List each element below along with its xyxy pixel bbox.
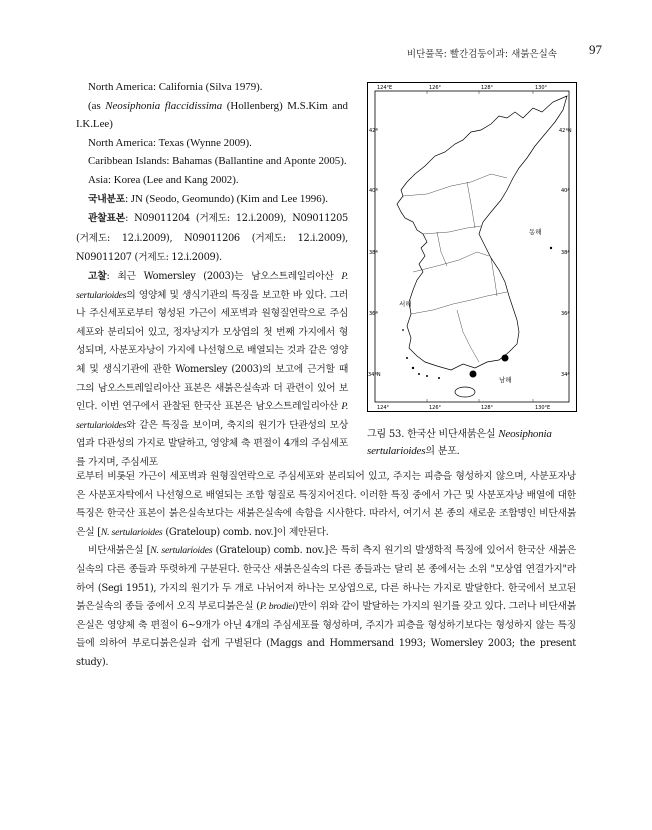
lat-label-left-4: 34°N <box>368 372 381 378</box>
discussion-species-2: P. sertularioides <box>76 401 348 431</box>
lon-label-top-2: 128° <box>481 85 494 91</box>
lat-label-left-0: 42° <box>369 128 378 134</box>
domestic-distribution <box>76 190 348 210</box>
comparison-text-1: 비단새붉은실 [ <box>88 545 151 557</box>
caption-species: Neosiphonia sertularioides <box>367 428 552 457</box>
lon-label-top-1: 126° <box>429 85 442 91</box>
specimens-text: : N09011204 (거제도: 12.i.2009), N09011205 (거제도: 12.i.2009), N09011206 (거제도: 12.i.2009), N09011207 (거제도: 12.i.2009). <box>76 213 348 264</box>
figure-caption <box>367 426 579 460</box>
discussion-text-1: : 최근 Womersley (2003)는 남오스트레일리아산 <box>106 270 342 282</box>
synonym-species: Neosiphonia flaccidissima <box>105 99 223 112</box>
distribution-line-texas: North America: Texas (Wynne 2009). <box>88 136 252 149</box>
discussion-label: 고찰 <box>88 270 107 282</box>
distribution-line-caribbean: Caribbean Islands: Bahamas (Ballantine and Aponte 2005). <box>88 155 347 168</box>
distribution-line-synonym <box>76 97 348 134</box>
label-west-sea: 서해 <box>399 300 412 308</box>
running-title: 비단풀목: 빨간검둥이과: 새붉은실속 <box>406 49 557 60</box>
lon-label-bottom-2: 128° <box>481 405 494 411</box>
lat-label-right-1: 40° <box>561 188 570 194</box>
lat-label-left-2: 38° <box>369 250 378 256</box>
comparison-species-1: N. sertularioides <box>150 545 213 557</box>
continuation-text-1: 로부터 비롯된 가근이 세포벽과 원형질연락으로 주심세포와 분리되어 있고, 주지는 피층을 형성하지 않으며, 사분포자낭은 사분포자탁에서 나선형으로 배열되는 조합 형질로 특징지어진다. 이러한 특징 중에서 가근 및 사분포자낭 배열에 대한 특징은 한국산 표본이 붉은실속보다는 새붉은실속에 속함을 시사한다. 따라서, 여기서 본 종의 새로운 조합명인 비단새붉은실 [ <box>76 471 576 538</box>
comparison-text-3: )만이 위와 같이 발달하는 가지의 원기를 갖고 있다. 그러나 비단새붉은실은 영양체 축 편절이 6~9개가 아닌 4개의 주심세포를 형성하며, 주지가 피층을 형성하기보다는 형성하지 않는 특징들에 의하여 부로디붉은실과 쉽게 구별된다 (Maggs and Hommersand 1993; Womersley 2003; the present study). <box>76 601 576 668</box>
discussion-text-2: 의 영양체 및 생식기관의 특징을 보고한 바 있다. 그러나 주신세포로부터 형성된 가근이 세포벽과 원형질연락으로 주심세포와 분리되어 있고, 정자낭지가 모상엽의 첫 번째 가지에서 형성되며, 사분포자낭이 가지에 나선형으로 배열되는 것과 같은 영양체 및 생식기관에 관한 Womersley (2003)의 보고에 근거할 때 그의 남오스트레일리아산 표본은 새붉은실속과 더 관련이 있어 보인다. 이번 연구에서 관찰된 한국산 표본은 남오스트레일리아산 <box>76 289 348 413</box>
comparison-species-2: P. brodiei <box>259 601 295 613</box>
lat-label-left-1: 40° <box>369 188 378 194</box>
distribution-marker-geomundo <box>470 371 477 378</box>
lat-label-right-3: 36° <box>561 311 570 317</box>
distribution-line-california: North America: California (Silva 1979). <box>88 81 263 93</box>
continuation-species: N. sertularioides <box>100 526 163 538</box>
label-east-sea: 동해 <box>529 228 542 236</box>
discussion-text-3: 와 같은 특징을 보이며, 축지의 원기가 단관성의 모상엽과 다관성의 가지로 발달하고, 영양체 축 편절이 4개의 주심세포를 가지며, 주심세포 <box>76 419 348 468</box>
comparison-text-2: (Grateloup) comb. nov.]은 특히 측지 원기의 발생학적 특징에 있어서 한국산 새붉은실속의 다른 종들과 뚜렷하게 구분된다. 한국산 새붉은실속의 다른 종들과는 달리 본 종에서는 소위 "모상엽 연결가지"라 하여 (Segi 1951), 가지의 원기가 두 개로 나뉘어져 하나는 모상엽으로, 다른 하나는 가지로 발달한다. 한국에서 보고된 붉은실속의 종들 중에서 오직 부로디붉은실 ( <box>76 545 576 613</box>
page-number: 97 <box>589 42 602 57</box>
lon-label-bottom-0: 124° <box>377 405 390 411</box>
lat-label-right-4: 34° <box>561 372 570 378</box>
left-column <box>76 78 348 472</box>
lon-label-bottom-1: 126° <box>429 405 442 411</box>
lon-label-bottom-3: 130°E <box>535 405 551 411</box>
discussion-species-1: P. sertularioides <box>76 270 348 301</box>
distribution-marker-geojedo <box>502 355 509 362</box>
running-header <box>0 42 652 62</box>
lon-label-top-0: 124°E <box>377 85 393 91</box>
lat-label-left-3: 36° <box>369 311 378 317</box>
comparison-paragraph <box>76 542 576 672</box>
caption-suffix: 의 분포. <box>425 446 460 457</box>
continuation-text-2: (Grateloup) comb. nov.]이 제안된다. <box>162 526 329 538</box>
synonym-prefix: (as <box>88 99 106 112</box>
discussion-continuation <box>76 468 576 542</box>
domestic-distribution-text: : JN (Seodo, Geomundo) (Kim and Lee 1996). <box>125 192 329 205</box>
synonym-authority: (Hollenberg) M.S.Kim and I.K.Lee) <box>76 99 348 131</box>
full-width-text <box>76 468 576 673</box>
specimens-examined <box>76 209 348 268</box>
domestic-distribution-label: 국내분포 <box>88 193 126 205</box>
caption-prefix: 그림 53. 한국산 비단새붉은실 <box>367 429 499 440</box>
lon-label-top-3: 130° <box>535 85 548 91</box>
specimens-label: 관찰표본 <box>88 213 126 225</box>
discussion-paragraph <box>76 268 348 473</box>
distribution-line-asia: Asia: Korea (Lee and Kang 2002). <box>88 173 239 186</box>
label-south-sea: 남해 <box>499 376 512 384</box>
lat-label-right-0: 42°N <box>559 128 572 134</box>
distribution-map <box>367 82 577 412</box>
lat-label-right-2: 38° <box>561 250 570 256</box>
